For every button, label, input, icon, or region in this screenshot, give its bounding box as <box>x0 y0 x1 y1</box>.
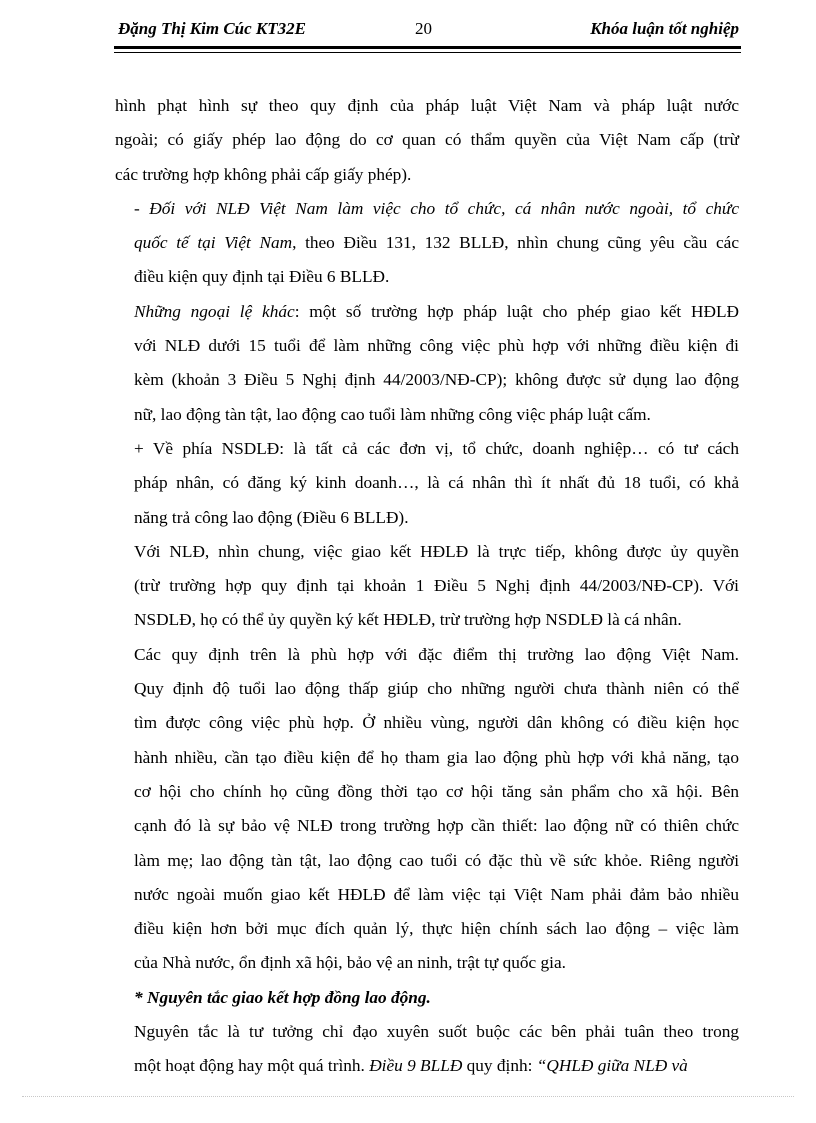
section-heading: * Nguyên tắc giao kết hợp đồng lao động. <box>134 987 431 1007</box>
italic-phrase: Điều 9 BLLĐ <box>369 1056 463 1076</box>
header-author: Đặng Thị Kim Cúc KT32E <box>118 19 306 38</box>
text-line: Nguyên tắc là tư tưởng chỉ đạo xuyên suốt buộc các bên phải tuân theo trong <box>134 1022 739 1042</box>
text-line: NSDLĐ, họ có thể ủy quyền ký kết HĐLĐ, trừ trường hợp NSDLĐ là cá nhân. <box>134 610 682 630</box>
text-line: nước ngoài muốn giao kết HĐLĐ để làm việc tại Việt Nam phải đảm bảo nhiều <box>134 884 739 904</box>
text-line: với NLĐ dưới 15 tuổi để làm những công việc phù hợp với những điều kiện đi <box>134 336 739 356</box>
italic-phrase: quốc tế tại Việt Nam <box>134 233 293 253</box>
text-run: một hoạt động hay một quá trình. <box>134 1056 370 1076</box>
text-line: (trừ trường hợp quy định tại khoản 1 Điều 5 Nghị định 44/2003/NĐ-CP). Với <box>134 576 739 596</box>
paragraph-2 <box>115 192 739 295</box>
text-line <box>115 1049 739 1083</box>
page-header <box>114 16 741 46</box>
text-line: + Về phía NSDLĐ: là tất cả các đơn vị, tổ chức, doanh nghiệp… có tư cách <box>134 438 739 458</box>
paragraph-4 <box>115 432 739 535</box>
paragraph-5 <box>115 535 739 638</box>
text-line: các trường hợp không phải cấp giấy phép). <box>115 164 412 184</box>
text-line: năng trả công lao động (Điều 6 BLLĐ). <box>134 507 409 527</box>
text-line: Các quy định trên là phù hợp với đặc điểm thị trường lao động Việt Nam. <box>134 644 739 664</box>
text-line: tìm được công việc phù hợp. Ở nhiều vùng, người dân không có điều kiện học <box>134 713 739 733</box>
text-line: cạnh đó là sự bảo vệ NLĐ trong trường hợp cần thiết: lao động nữ có thiên chức <box>134 816 739 836</box>
page-number: 20 <box>415 19 432 38</box>
paragraph-3 <box>115 295 739 432</box>
text-line: ngoài; có giấy phép lao động do cơ quan có thẩm quyền của Việt Nam cấp (trừ <box>115 130 739 150</box>
text-line: kèm (khoản 3 Điều 5 Nghị định 44/2003/NĐ-CP); không được sử dụng lao động <box>134 370 739 390</box>
quote-start: “QHLĐ giữa NLĐ và <box>536 1056 688 1076</box>
text-line: điều kiện quy định tại Điều 6 BLLĐ. <box>134 267 390 287</box>
header-rule-thick <box>114 46 741 49</box>
header-rule-thin <box>114 52 741 53</box>
italic-phrase: Đối với NLĐ Việt Nam làm việc cho tổ chức, cá nhân nước ngoài, tổ chức <box>149 198 739 218</box>
header-title: Khóa luận tốt nghiệp <box>590 19 739 38</box>
text-line: Quy định độ tuổi lao động thấp giúp cho những người chưa thành niên có thể <box>134 679 739 699</box>
paragraph-6 <box>115 638 739 981</box>
text-run: quy định: <box>462 1056 537 1076</box>
italic-phrase: Những ngoại lệ khác <box>134 301 295 321</box>
text-line: cơ hội cho chính họ cũng đồng thời tạo cơ hội tăng sản phẩm cho xã hội. Bên <box>134 781 739 801</box>
page-body <box>115 89 739 1084</box>
text-line: hành nhiều, cần tạo điều kiện để họ tham gia lao động phù hợp với khả năng, tạo <box>134 747 739 767</box>
paragraph-7 <box>115 1015 739 1084</box>
text-run: : một số trường hợp pháp luật cho phép giao kết HĐLĐ <box>294 301 740 321</box>
text-line <box>115 192 739 226</box>
text-line: nữ, lao động tàn tật, lao động cao tuổi làm những công việc pháp luật cấm. <box>134 404 651 424</box>
page-bottom-border <box>22 1096 794 1097</box>
section-heading-paragraph <box>115 981 739 1015</box>
text-line <box>115 226 739 260</box>
paragraph-1 <box>115 89 739 192</box>
text-line: của Nhà nước, ổn định xã hội, bảo vệ an ninh, trật tự quốc gia. <box>134 953 566 973</box>
text-line: pháp nhân, có đăng ký kinh doanh…, là cá nhân thì ít nhất đủ 18 tuổi, có khả <box>134 473 739 493</box>
dash: - <box>134 198 150 218</box>
text-line <box>115 295 739 329</box>
text-run: , theo Điều 131, 132 BLLĐ, nhìn chung cũng yêu cầu các <box>292 233 739 253</box>
text-line: điều kiện hơn bởi mục đích quản lý, thực hiện chính sách lao động – việc làm <box>134 919 739 939</box>
text-line: Với NLĐ, nhìn chung, việc giao kết HĐLĐ là trực tiếp, không được ủy quyền <box>134 541 739 561</box>
text-line: hình phạt hình sự theo quy định của pháp luật Việt Nam và pháp luật nước <box>115 96 739 115</box>
text-line: làm mẹ; lao động tàn tật, lao động cao tuổi có đặc thù về sức khỏe. Riêng người <box>134 850 739 870</box>
